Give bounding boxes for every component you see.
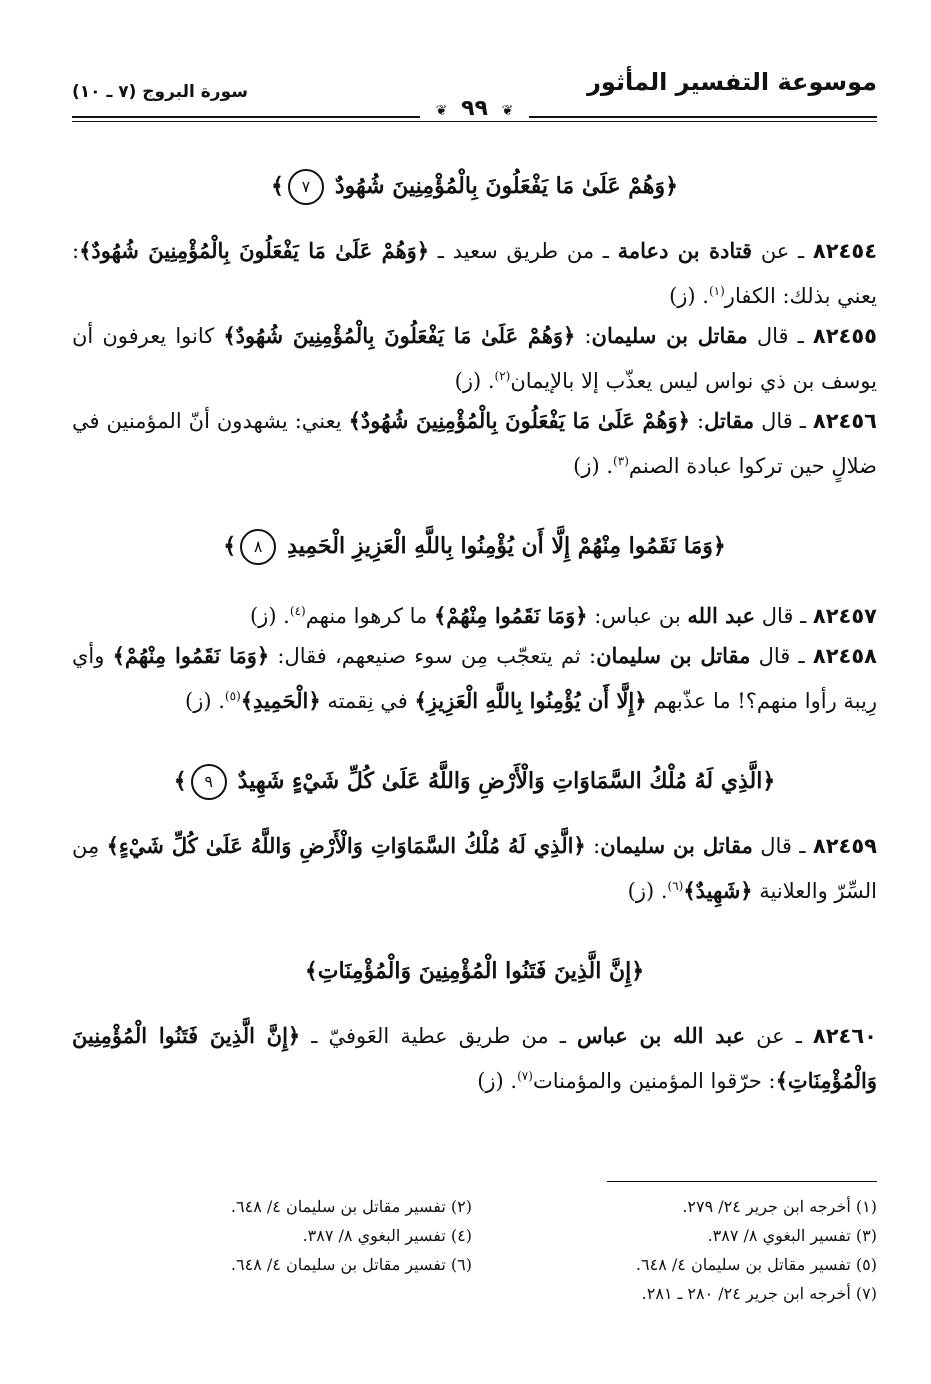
entry-text: : حرّقوا المؤمنين والمؤمنات	[532, 1069, 776, 1093]
footnote-rule	[607, 1181, 877, 1182]
emphasized-text: ﴿الْحَمِيدِ﴾	[240, 688, 321, 713]
narration-entry	[72, 636, 877, 721]
entry-text: :	[585, 834, 601, 858]
entry-text: كانوا يعرفون أن يوسف بن ذي نواس ليس يعذّب إلا بالإيمان	[72, 324, 877, 393]
quran-verse-heading	[72, 166, 877, 207]
entry-number: ٨٢٤٦٠	[812, 1024, 877, 1048]
narration-entry	[72, 826, 877, 911]
entry-text: بن عباس:	[587, 604, 688, 628]
entry-text: في نِقمته	[320, 689, 415, 713]
entry-text: . (ز)	[669, 284, 709, 308]
verse-close-bracket: ﴾	[223, 533, 237, 559]
emphasized-text: مقاتل	[704, 408, 755, 433]
emphasized-text: ﴿شَهِيدٌ﴾	[683, 878, 753, 903]
emphasized-text: ﴿وَمَا نَقَمُوا مِنْهُمْ﴾	[112, 643, 270, 668]
entry-number: ٨٢٤٥٧	[812, 604, 877, 628]
entry-text: وأي رِيبة رأوا منهم؟! ما عذّبهم	[72, 644, 877, 713]
entry-text: . (ز)	[185, 689, 225, 713]
emphasized-text: ﴿إِلَّا أَن يُؤْمِنُوا بِاللَّهِ الْعَزِيزِ﴾	[414, 688, 647, 713]
ornament-icon: ❦	[501, 103, 514, 119]
entry-text: مِن السِّرّ والعلانية	[72, 834, 877, 903]
section-spacer	[72, 911, 877, 951]
footnote-ref: (٣)	[613, 454, 629, 468]
emphasized-text: قتادة بن دعامة	[617, 238, 753, 263]
entry-text: ـ قال	[754, 409, 813, 433]
ornament-icon: ❦	[435, 103, 448, 119]
narration-entry	[72, 401, 877, 486]
emphasized-text: ﴿الَّذِي لَهُ مُلْكُ السَّمَاوَاتِ وَالْأَرْضِ وَاللَّهُ عَلَىٰ كُلِّ شَيْءٍ﴾	[106, 833, 586, 858]
entry-text: ـ قال	[752, 834, 813, 858]
emphasized-text: مقاتل بن سليمان	[591, 323, 748, 348]
entry-text: ـ من طريق سعيد ـ	[429, 239, 618, 263]
entry-text: :	[575, 324, 592, 348]
emphasized-text: مقاتل بن سليمان	[600, 833, 753, 858]
entry-text: . (ز)	[249, 604, 290, 628]
entry-text: ما كرهوا منهم	[305, 604, 434, 628]
entry-text: ـ عن	[745, 1024, 813, 1048]
footnote: (٧) أخرجه ابن جرير ٢٤/ ٢٨٠ ـ ٢٨١.	[641, 1284, 877, 1303]
quran-verse-heading	[72, 526, 877, 567]
page-number-block	[420, 96, 530, 121]
narration-entry	[72, 1016, 877, 1101]
footnote-ref: (٦)	[667, 879, 684, 893]
entry-text: يعني: يشهدون أنّ المؤمنين في ضلالٍ حين تركوا عبادة الصنم	[72, 409, 877, 478]
footnote-ref: (٤)	[289, 604, 306, 618]
footnote: (٥) تفسير مقاتل بن سليمان ٤/ ٦٤٨.	[635, 1255, 877, 1274]
page-body	[72, 166, 877, 1101]
section-spacer	[72, 486, 877, 526]
emphasized-text: عبد الله بن عباس	[576, 1023, 746, 1048]
footnote: (٢) تفسير مقاتل بن سليمان ٤/ ٦٤٨.	[230, 1197, 472, 1216]
narration-entry	[72, 316, 877, 401]
quran-verse-heading	[72, 761, 877, 802]
verse-close-bracket: ﴾	[270, 173, 284, 199]
emphasized-text: ﴿وَهُمْ عَلَىٰ مَا يَفْعَلُونَ بِالْمُؤْمِنِينَ شُهُودٌ﴾	[223, 323, 576, 348]
entry-number: ٨٢٤٥٥	[812, 324, 877, 348]
footnote: (٦) تفسير مقاتل بن سليمان ٤/ ٦٤٨.	[230, 1255, 472, 1274]
emphasized-text: مقاتل بن سليمان	[596, 643, 751, 668]
entry-number: ٨٢٤٥٤	[812, 239, 878, 263]
footnotes-even-column	[72, 1192, 472, 1279]
narration-entry	[72, 591, 877, 636]
verse-text: ﴿إِنَّ الَّذِينَ فَتَنُوا الْمُؤْمِنِينَ وَالْمُؤْمِنَاتِ﴾	[304, 958, 645, 984]
entry-number: ٨٢٤٥٦	[812, 409, 877, 433]
verse-text: ﴿وَمَا نَقَمُوا مِنْهُمْ إِلَّا أَن يُؤْمِنُوا بِاللَّهِ الْعَزِيزِ الْحَمِيدِ	[287, 533, 726, 559]
surah-range: سورة البروج (٧ ـ ١٠)	[72, 82, 248, 102]
emphasized-text: ﴿وَمَا نَقَمُوا مِنْهُمْ﴾	[433, 603, 588, 628]
footnote-ref: (١)	[708, 284, 725, 298]
book-title: موسوعة التفسير المأثور	[587, 68, 877, 96]
verse-number-icon: ٨	[240, 529, 276, 565]
entry-text: ـ عن	[752, 239, 813, 263]
entry-number: ٨٢٤٥٩	[812, 834, 877, 858]
footnote-ref: (٢)	[494, 369, 511, 383]
footnote: (٤) تفسير البغوي ٨/ ٣٨٧.	[302, 1226, 472, 1245]
header-rule-thin	[72, 121, 877, 122]
emphasized-text: ﴿إِنَّ الَّذِينَ فَتَنُوا الْمُؤْمِنِينَ وَالْمُؤْمِنَاتِ﴾	[72, 1023, 877, 1093]
quran-verse-heading	[72, 951, 877, 992]
entry-text: : ثم يتعجّب مِن سوء صنيعهم، فقال:	[269, 644, 597, 668]
footnotes-odd-column	[477, 1192, 877, 1308]
verse-text: ﴿وَهُمْ عَلَىٰ مَا يَفْعَلُونَ بِالْمُؤْمِنِينَ شُهُودٌ	[334, 173, 678, 199]
entry-text: : يعني بذلك: الكفار	[72, 239, 877, 308]
page-number: ٩٩	[461, 96, 488, 121]
narration-entry	[72, 231, 877, 316]
entry-text: :	[690, 409, 705, 433]
footnote-ref: (٥)	[224, 689, 241, 703]
emphasized-text: ﴿وَهُمْ عَلَىٰ مَا يَفْعَلُونَ بِالْمُؤْمِنِينَ شُهُودٌ﴾	[348, 408, 690, 433]
verse-number-icon: ٧	[288, 169, 324, 205]
verse-text: ﴿الَّذِي لَهُ مُلْكُ السَّمَاوَاتِ وَالْأَرْضِ وَاللَّهُ عَلَىٰ كُلِّ شَيْءٍ شَهِيدٌ	[237, 768, 776, 794]
emphasized-text: ﴿وَهُمْ عَلَىٰ مَا يَفْعَلُونَ بِالْمُؤْمِنِينَ شُهُودٌ﴾	[79, 238, 430, 263]
footnote: (٣) تفسير البغوي ٨/ ٣٨٧.	[707, 1226, 877, 1245]
running-header	[72, 66, 877, 121]
entry-text: ـ قال	[747, 324, 813, 348]
entry-text: ـ من طريق عطية العَوفيّ ـ	[300, 1024, 577, 1048]
section-spacer	[72, 721, 877, 761]
entry-text: ـ قال	[750, 644, 813, 668]
verse-close-bracket: ﴾	[173, 768, 187, 794]
emphasized-text: عبد الله	[687, 603, 756, 628]
footnote: (١) أخرجه ابن جرير ٢٤/ ٢٧٩.	[682, 1197, 877, 1216]
entry-number: ٨٢٤٥٨	[812, 644, 877, 668]
footnote-ref: (٧)	[517, 1069, 533, 1083]
page	[72, 66, 877, 1346]
entry-text: . (ز)	[573, 454, 614, 478]
entry-text: . (ز)	[627, 879, 668, 903]
verse-number-icon: ٩	[191, 764, 227, 800]
entry-text: . (ز)	[477, 1069, 518, 1093]
entry-text: ـ قال	[755, 604, 813, 628]
entry-text: . (ز)	[454, 369, 495, 393]
